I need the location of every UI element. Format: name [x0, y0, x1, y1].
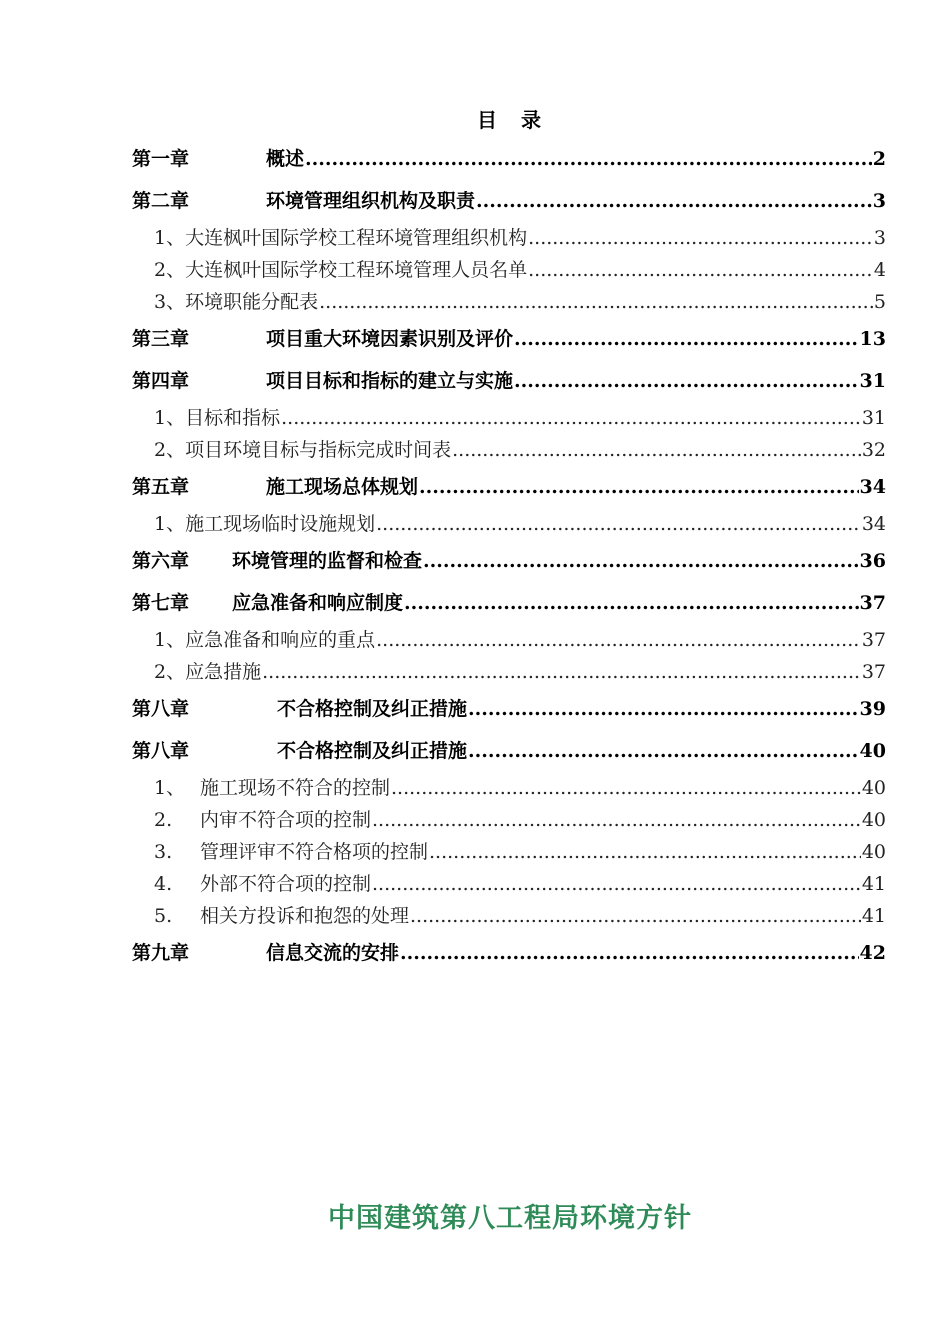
dot-leader [410, 900, 861, 932]
toc-entry-label: 大连枫叶国际学校工程环境管理组织机构 [185, 227, 528, 249]
dot-leader [400, 932, 859, 974]
toc-entry-number: 4. [154, 873, 173, 895]
dot-leader [476, 180, 872, 222]
toc-entry-label: 项目环境目标与指标完成时间表 [185, 439, 452, 461]
toc-entry-label: 概述 [266, 148, 305, 170]
toc-chapter-entry[interactable] [132, 582, 886, 624]
toc-entry-page-number: 40 [861, 809, 886, 831]
toc-chapter-entry[interactable] [132, 688, 886, 730]
dot-leader [372, 868, 861, 900]
toc-entry-label: 项目目标和指标的建立与实施 [266, 370, 514, 392]
toc-title: 目 录 [477, 108, 543, 132]
toc-entry-label: 环境管理的监督和检查 [232, 550, 423, 572]
toc-entry-label: 应急准备和响应的重点 [185, 629, 376, 651]
dot-leader [514, 360, 859, 402]
dot-leader [528, 254, 873, 286]
toc-entry-number: 5. [154, 905, 173, 927]
toc-entry-number: 第七章 [132, 592, 190, 614]
toc-section-entry[interactable] [132, 624, 886, 656]
toc-entry-page-number: 5 [873, 291, 886, 313]
toc-entry-number: 1、 [154, 227, 186, 249]
toc-entry-page-number: 3 [872, 190, 886, 212]
toc-entry-page-number: 34 [861, 513, 886, 535]
toc-entry-number: 2. [154, 809, 173, 831]
toc-section-entry[interactable] [132, 222, 886, 254]
toc-entry-number: 第九章 [132, 942, 190, 964]
toc-entry-label: 环境管理组织机构及职责 [266, 190, 476, 212]
toc-entry-number: 1、 [154, 629, 186, 651]
toc-entry-page-number: 13 [859, 328, 886, 350]
dot-leader [423, 540, 859, 582]
toc-section-entry[interactable] [132, 804, 886, 836]
toc-entry-number: 第八章 [132, 698, 190, 720]
toc-chapter-entry[interactable] [132, 318, 886, 360]
toc-entry-number: 3. [154, 841, 173, 863]
dot-leader [262, 656, 861, 688]
dot-leader [514, 318, 859, 360]
toc-entry-page-number: 41 [861, 905, 886, 927]
dot-leader [452, 434, 861, 466]
dot-leader [305, 138, 872, 180]
toc-chapter-entry[interactable] [132, 932, 886, 974]
toc-entry-number: 第一章 [132, 148, 190, 170]
toc-entry-number: 第八章 [132, 740, 190, 762]
dot-leader [528, 222, 873, 254]
toc-chapter-entry[interactable] [132, 730, 886, 772]
toc-entry-page-number: 2 [872, 148, 886, 170]
toc-section-entry[interactable] [132, 286, 886, 318]
toc-section-entry[interactable] [132, 254, 886, 286]
toc-entry-label: 信息交流的安排 [266, 942, 400, 964]
toc-entry-label: 施工现场总体规划 [266, 476, 419, 498]
toc-entry-page-number: 40 [861, 841, 886, 863]
toc-chapter-entry[interactable] [132, 180, 886, 222]
toc-entry-number: 2、 [154, 661, 186, 683]
dot-leader [419, 466, 859, 508]
toc-entry-number: 第三章 [132, 328, 190, 350]
toc-entry-page-number: 40 [859, 740, 886, 762]
toc-section-entry[interactable] [132, 656, 886, 688]
toc-section-entry[interactable] [132, 900, 886, 932]
toc-entry-page-number: 37 [859, 592, 886, 614]
toc-entry-label: 目标和指标 [185, 407, 281, 429]
dot-leader [281, 402, 861, 434]
environmental-policy-heading: 中国建筑第八工程局环境方针 [328, 1203, 692, 1234]
dot-leader [376, 508, 861, 540]
dot-leader [468, 730, 859, 772]
toc-entry-number: 1、 [154, 777, 186, 799]
toc-chapter-entry[interactable] [132, 360, 886, 402]
toc-entry-page-number: 4 [873, 259, 886, 281]
toc-chapter-entry[interactable] [132, 466, 886, 508]
toc-chapter-entry[interactable] [132, 138, 886, 180]
toc-entry-page-number: 36 [859, 550, 886, 572]
dot-leader [391, 772, 861, 804]
toc-section-entry[interactable] [132, 434, 886, 466]
toc-entry-number: 3、 [154, 291, 186, 313]
toc-entry-label: 应急措施 [185, 661, 262, 683]
toc-entry-page-number: 42 [859, 942, 886, 964]
toc-entry-number: 第二章 [132, 190, 190, 212]
toc-entry-label: 环境职能分配表 [185, 291, 319, 313]
toc-entry-label: 应急准备和响应制度 [232, 592, 404, 614]
dot-leader [319, 286, 873, 318]
dot-leader [372, 804, 861, 836]
toc-entry-page-number: 34 [859, 476, 886, 498]
toc-entry-number: 1、 [154, 407, 186, 429]
table-of-contents [132, 138, 886, 974]
toc-entry-page-number: 31 [859, 370, 886, 392]
toc-entry-label: 不合格控制及纠正措施 [277, 698, 468, 720]
toc-entry-page-number: 39 [859, 698, 886, 720]
dot-leader [376, 624, 861, 656]
toc-entry-page-number: 40 [861, 777, 886, 799]
toc-entry-label: 施工现场临时设施规划 [185, 513, 376, 535]
toc-entry-number: 第五章 [132, 476, 190, 498]
toc-entry-number: 1、 [154, 513, 186, 535]
toc-entry-label: 不合格控制及纠正措施 [277, 740, 468, 762]
toc-entry-number: 2、 [154, 259, 186, 281]
toc-entry-number: 2、 [154, 439, 186, 461]
toc-entry-label: 大连枫叶国际学校工程环境管理人员名单 [185, 259, 528, 281]
toc-entry-page-number: 32 [861, 439, 886, 461]
toc-entry-number: 第四章 [132, 370, 190, 392]
toc-entry-page-number: 37 [861, 661, 886, 683]
toc-section-entry[interactable] [132, 402, 886, 434]
toc-section-entry[interactable] [132, 508, 886, 540]
toc-entry-label: 施工现场不符合的控制 [200, 777, 391, 799]
toc-entry-label: 内审不符合项的控制 [200, 809, 372, 831]
toc-entry-number: 第六章 [132, 550, 190, 572]
toc-section-entry[interactable] [132, 836, 886, 868]
toc-entry-page-number: 31 [861, 407, 886, 429]
toc-entry-label: 外部不符合项的控制 [200, 873, 372, 895]
toc-entry-label: 管理评审不符合格项的控制 [200, 841, 429, 863]
toc-chapter-entry[interactable] [132, 540, 886, 582]
toc-entry-page-number: 3 [873, 227, 886, 249]
dot-leader [429, 836, 861, 868]
toc-entry-page-number: 41 [861, 873, 886, 895]
toc-section-entry[interactable] [132, 772, 886, 804]
toc-entry-label: 相关方投诉和抱怨的处理 [200, 905, 410, 927]
toc-entry-label: 项目重大环境因素识别及评价 [266, 328, 514, 350]
dot-leader [404, 582, 859, 624]
dot-leader [468, 688, 859, 730]
toc-entry-page-number: 37 [861, 629, 886, 651]
toc-section-entry[interactable] [132, 868, 886, 900]
